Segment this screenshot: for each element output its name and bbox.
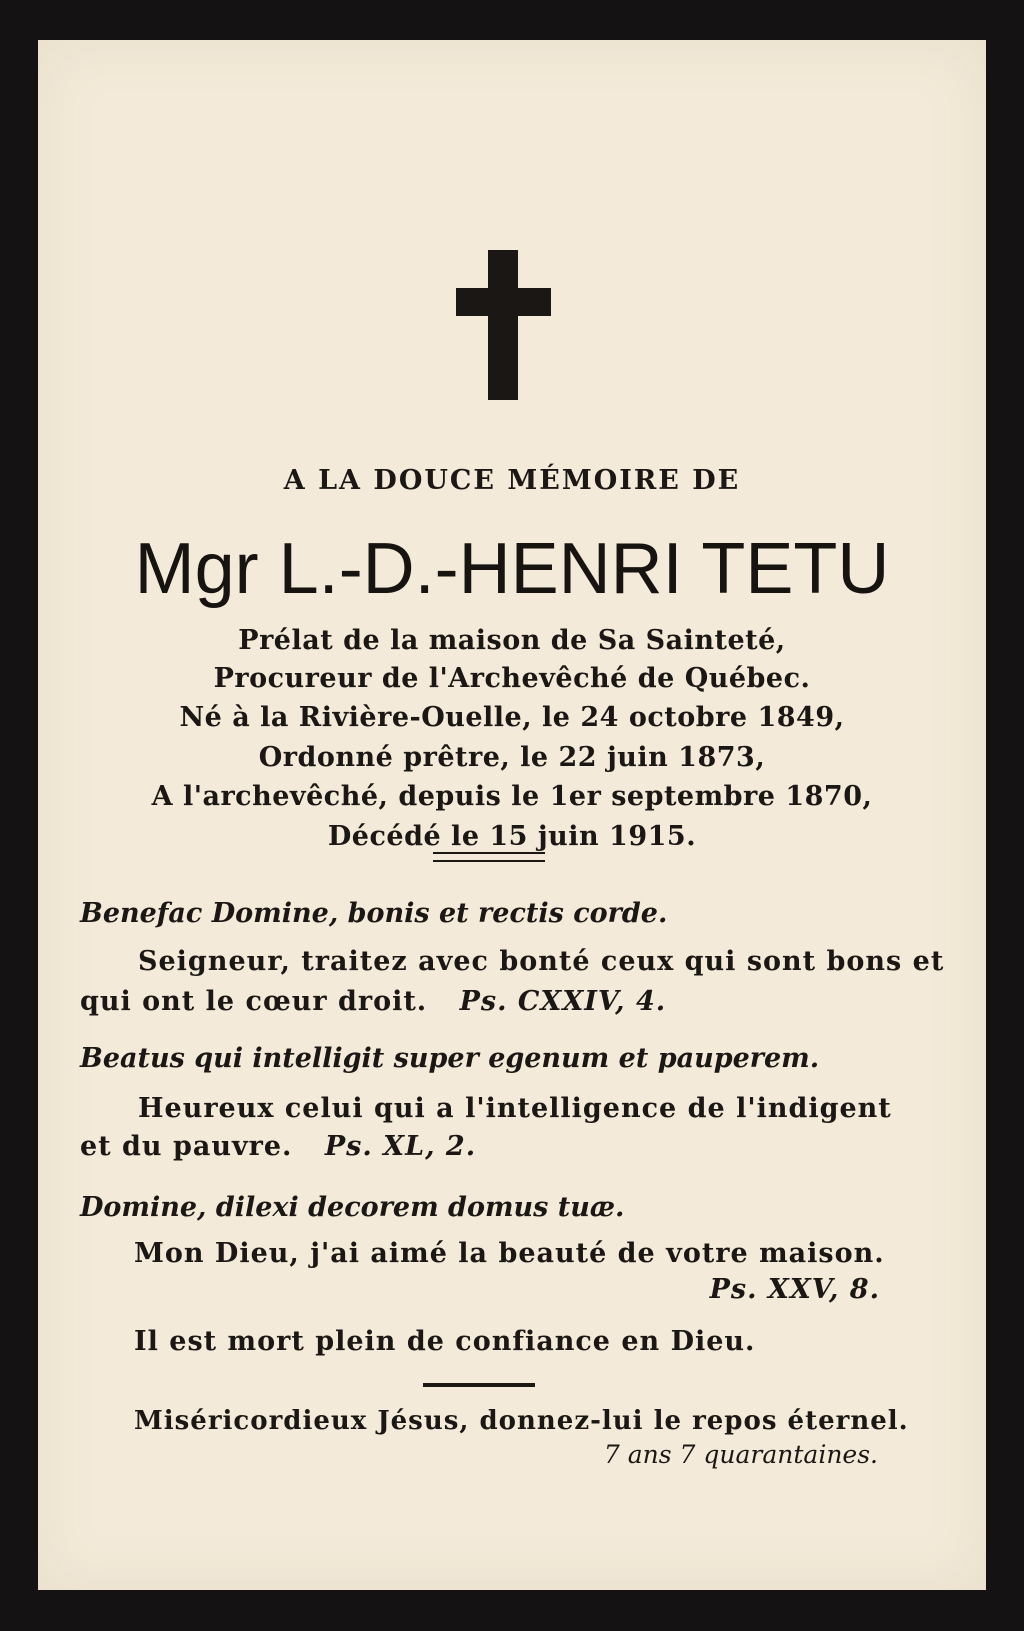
verse-1-french-line-1: Seigneur, traitez avec bonté ceux qui sont bons et [138, 946, 945, 977]
indulgence-line: 7 ans 7 quarantaines. [603, 1440, 878, 1469]
double-divider-top [433, 852, 545, 854]
verse-1-french-line-2 [80, 986, 950, 1017]
verse-2-french-line-1: Heureux celui qui a l'intelligence de l'indigent [138, 1093, 892, 1124]
single-divider [423, 1383, 535, 1387]
deceased-name: Mgr L.-D.-HENRI TETU [134, 529, 890, 609]
verse-3-reference: Ps. XXV, 8. [709, 1274, 880, 1305]
verse-3-latin: Domine, dilexi decorem domus tuæ. [80, 1192, 625, 1223]
prayer-line: Miséricordieux Jésus, donnez-lui le repos éternel. [134, 1406, 909, 1436]
verse-2-latin: Beatus qui intelligit super egenum et pauperem. [80, 1043, 820, 1074]
memorial-card [38, 40, 986, 1590]
dedication-heading: A LA DOUCE MÉMOIRE DE [283, 465, 741, 496]
death-line: Décédé le 15 juin 1915. [327, 821, 697, 852]
verse-1-reference: Ps. CXXIV, 4. [459, 986, 667, 1017]
verse-2-french-text: et du pauvre. [80, 1131, 293, 1162]
title-line-2: Procureur de l'Archevêché de Québec. [213, 663, 811, 694]
verse-2-reference: Ps. XL, 2. [324, 1131, 477, 1162]
verse-2-french-line-2 [80, 1131, 950, 1162]
closing-line: Il est mort plein de confiance en Dieu. [134, 1326, 756, 1357]
title-line-1: Prélat de la maison de Sa Sainteté, [238, 625, 786, 656]
verse-3-french-line-1: Mon Dieu, j'ai aimé la beauté de votre maison. [134, 1238, 885, 1269]
latin-cross-icon [38, 40, 986, 440]
archdiocese-line: A l'archevêché, depuis le 1er septembre 1870, [151, 781, 873, 812]
double-divider-bottom [433, 860, 545, 862]
verse-1-latin: Benefac Domine, bonis et rectis corde. [80, 898, 668, 929]
verse-1-french-text: qui ont le cœur droit. [80, 986, 428, 1017]
birth-line: Né à la Rivière-Ouelle, le 24 octobre 1849, [179, 702, 845, 733]
ordination-line: Ordonné prêtre, le 22 juin 1873, [258, 742, 766, 773]
